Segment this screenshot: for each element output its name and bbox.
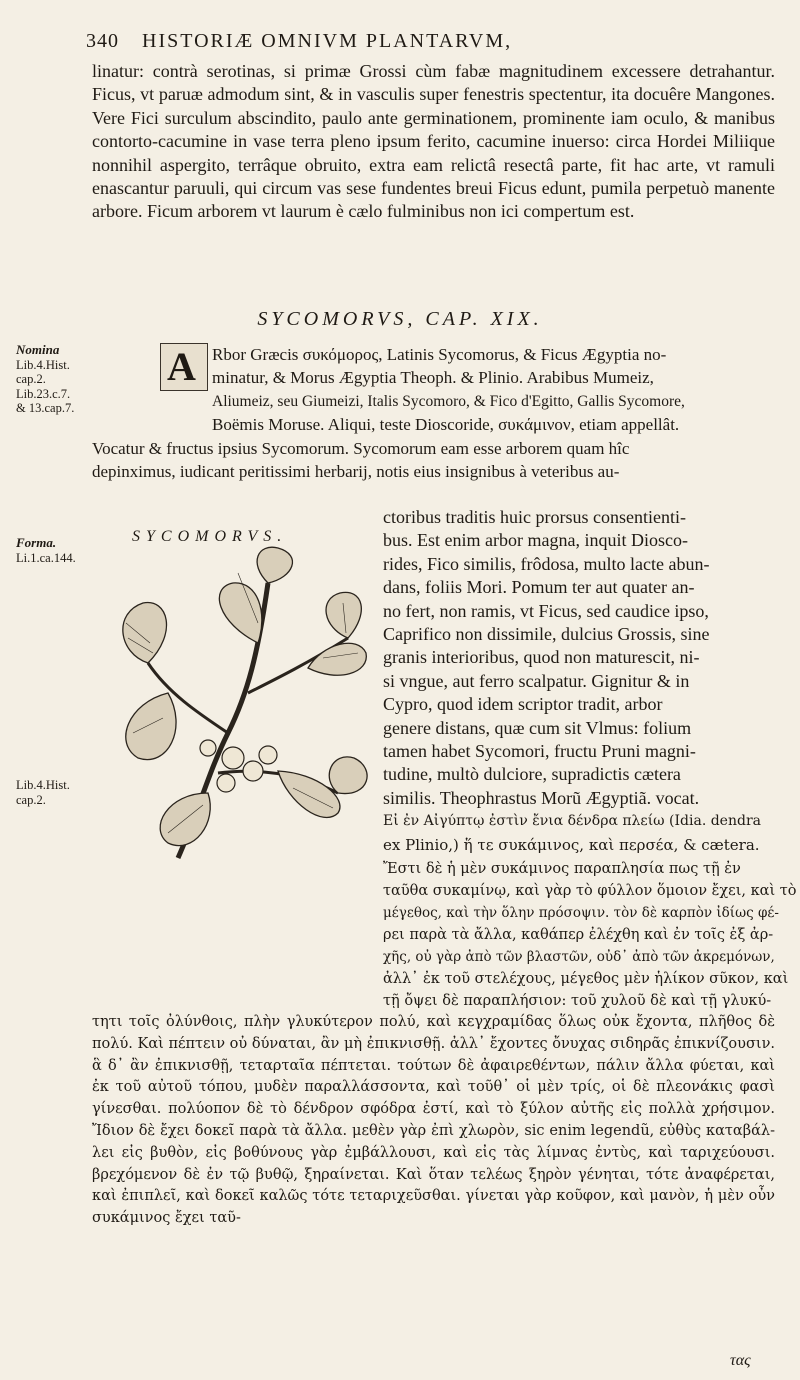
text-line: Εἰ ἐν Αἰγύπτῳ ἐστὶν ἔνια δένδρα πλείω (Idia. dendra xyxy=(383,813,761,830)
nomina-lines-top xyxy=(212,343,776,437)
text-line: tamen habet Sycomori, fructu Pruni magni- xyxy=(383,741,696,762)
margin-title-forma: Forma. xyxy=(16,535,57,550)
chapter-heading: SYCOMORVS, CAP. XIX. xyxy=(257,308,543,330)
text-line: dans, foliis Mori. Pomum ter aut quater an- xyxy=(383,577,695,598)
margin-ref: Li.1.ca.144. xyxy=(16,550,76,565)
text-line: μέγεθος, καὶ τὴν ὅλην πρόσοψιν. τὸν δὲ καρπὸν ἰδίως φέ- xyxy=(383,905,779,921)
text-line: rides, Fico similis, frôdosa, multo lacte abun- xyxy=(383,553,710,574)
forma-lines xyxy=(383,506,776,857)
intro-paragraph: linatur: contrà serotinas, si primæ Grossi cùm fabæ magnitudinem excessere detrahantur. Ficus, vt paruæ admodum sint, & in vasculis super fenestris spectentur, ita docuêre Mangones. Vere Fici surculum abscindito, paulo ante germinationem, prominente iam oculo, & manibus contorto-cacumine in vase terra pleno ipsum ferito, cacumine inuerso: circa Hordei Miliique nonnihil aspergito, terrâque obruito, extra eam relictâ resectâ parte, fit hac arte, vt ramuli enascantur paruuli, qui circum vas sese fundentes breui Ficus edunt, pumila perpetuò manente arbore. Ficum arborem vt laurum è cælo fulminibus non ici compertum est. xyxy=(92,61,775,222)
margin-ref: Lib.4.Hist. xyxy=(16,778,70,792)
text-line: ἀλλ᾽ ἐκ τοῦ στελέχους, μέγεθος μὲν ἡλίκον σῦκον, καὶ xyxy=(383,971,789,987)
text-line: granis interioribus, quod non maturescit, ni- xyxy=(383,647,700,668)
initial-letter: A xyxy=(167,344,196,389)
margin-ref: cap.2. xyxy=(16,372,46,387)
text-line: Cypro, quod idem scriptor tradit, arbor xyxy=(383,694,663,715)
margin-note-forma xyxy=(16,536,96,565)
margin-ref: Lib.4.Hist. xyxy=(16,357,70,372)
figure-label: SYCOMORVS. xyxy=(132,528,288,545)
text-line: Caprifico non dissimile, dulcius Grossis, sine xyxy=(383,624,710,645)
sycomorus-woodcut-illustration xyxy=(108,543,376,863)
margin-title-nomina: Nomina xyxy=(16,342,60,357)
text-line: bus. Est enim arbor magna, inquit Diosco- xyxy=(383,530,688,551)
page-number: 340 xyxy=(86,30,119,52)
text-line: no fert, non ramis, vt Ficus, sed caudice ipso, xyxy=(383,600,709,621)
text-line: ctoribus traditis huic prorsus consentienti- xyxy=(383,507,686,527)
running-header xyxy=(86,30,786,53)
text-line: Vocatur & fructus ipsius Sycomorum. Sycomorum eam esse arborem quam hîc xyxy=(92,439,630,458)
text-line: ex Plinio,) ἥ τε συκάμινος, καὶ περσέα, & cætera. xyxy=(383,835,760,854)
text-line: minatur, & Morus Ægyptia Theoph. & Plinio. Arabibus Mumeiz, xyxy=(212,368,654,388)
nomina-lines-full xyxy=(92,437,776,484)
text-line: Rbor Græcis συκόμορος, Latinis Sycomorus, & Ficus Ægyptia no- xyxy=(212,345,667,364)
greek-full-paragraph: τητι τοῖς ὀλύνθοις, πλὴν γλυκύτερον πολύ, καὶ κεγχραμίδας ὅλως οὐκ ἔχοντα, πλῆθος δὲ πολύ. Καὶ πέπτειν οὐ δύναται, ἂν μὴ ἐπικνισθῇ. ἀλλ᾽ ἔχοντες ὄνυχας σιδηρᾶς ἐπικνίζουσιν. ἃ δ᾽ ἂν ἐπικνισθῇ, τεταρταῖα πέπτεται. τούτων δὲ ἀφαιρεθέντων, πάλιν ἄλλα φύεται, καὶ ἐκ τοῦ αὐτοῦ τόπου, μυδὲν παραλλάσσοντα, καὶ τοῦθ᾽ οἱ μὲν τρίς, οἱ δὲ πλεονάκις φασὶ γίνεσθαι. πολύοπον δὲ τὸ δένδρον σφόδρα ἐστί, καὶ τὸ ξύλον αὐτῆς εἰς πολλὰ χρήσιμον. Ἴδιον δὲ ἔχει δοκεῖ παρὰ τὰ ἄλλα. μεθὲν γὰρ ἐπὶ χλωρὸν, sic enim legendũ, εὐθὺς καταβάλλει εἰς βυθὸν, εἰς βοθύνους γὰρ ἐμβάλλουσι, καὶ εἰς τὰς λίμνας ἐντὺς, καὶ ταριχεύουσι. βρεχόμενον δὲ ἐν τῷ βυθῷ, ξηραίνεται. Καὶ ὅταν τελέως ξηρὸν γένηται, τότε ἀναφέρεται, καὶ ἐπιπλεῖ, καὶ δοκεῖ καλῶς τότε τεταριχεῦσθαι. γίνεται γὰρ κοῦφον, καὶ μανὸν, ἡ μὲν οὖν συκάμινος ἔχει ταῦ- xyxy=(92,1014,775,1227)
text-line: τῇ ὄψει δὲ παραπλήσιον: τοῦ χυλοῦ δὲ καὶ τῇ γλυκύ- xyxy=(383,993,772,1009)
text-line: Boëmis Moruse. Aliqui, teste Dioscoride, συκάμινον, etiam appellât. xyxy=(212,415,680,435)
margin-note-nomina xyxy=(16,343,96,416)
text-line: tudine, multò dulciore, supradictis cætera xyxy=(383,764,681,785)
text-line: genere distans, quæ cum sit Vlmus: folium xyxy=(383,717,692,738)
decorated-initial xyxy=(160,343,208,391)
text-line: ρει παρὰ τὰ ἄλλα, καθάπερ ἐλέχθη καὶ ἐν τοῖς ἐξ ἀρ- xyxy=(383,927,774,943)
text-line: Aliumeiz, seu Giumeizi, Italis Sycomoro, & Fico d'Egitto, Gallis Sycomore, xyxy=(212,392,685,410)
greek-right-lines xyxy=(383,858,797,1012)
text-line: Ἔστι δὲ ἡ μὲν συκάμινος παραπλησία πως τῇ ἐν xyxy=(383,861,741,877)
text-line: depinximus, iudicant peritissimi herbarij, notis eius insignibus à veteribus au- xyxy=(92,462,620,482)
text-line: χῆς, οὐ γὰρ ἀπὸ τῶν βλαστῶν, οὐδ᾽ ἀπὸ τῶν ἀκρεμόνων, xyxy=(383,949,775,965)
running-title: HISTORIÆ OMNIVM PLANTARVM, xyxy=(142,30,513,52)
text-line: similis. Theophrastus Morũ Ægyptiã. vocat. xyxy=(383,787,700,808)
text-line: ταῦθα συκαμίνῳ, καὶ γὰρ τὸ φύλλον ὅμοιον ἔχει, καὶ τὸ xyxy=(383,883,797,899)
text-line: si vngue, aut ferro scalpatur. Gignitur & in xyxy=(383,670,690,691)
margin-ref: & 13.cap.7. xyxy=(16,401,75,416)
margin-ref: cap.2. xyxy=(16,792,46,807)
margin-ref: Lib.23.c.7. xyxy=(16,386,71,401)
catchword: τας xyxy=(730,1352,751,1369)
margin-note-hist xyxy=(16,778,96,807)
